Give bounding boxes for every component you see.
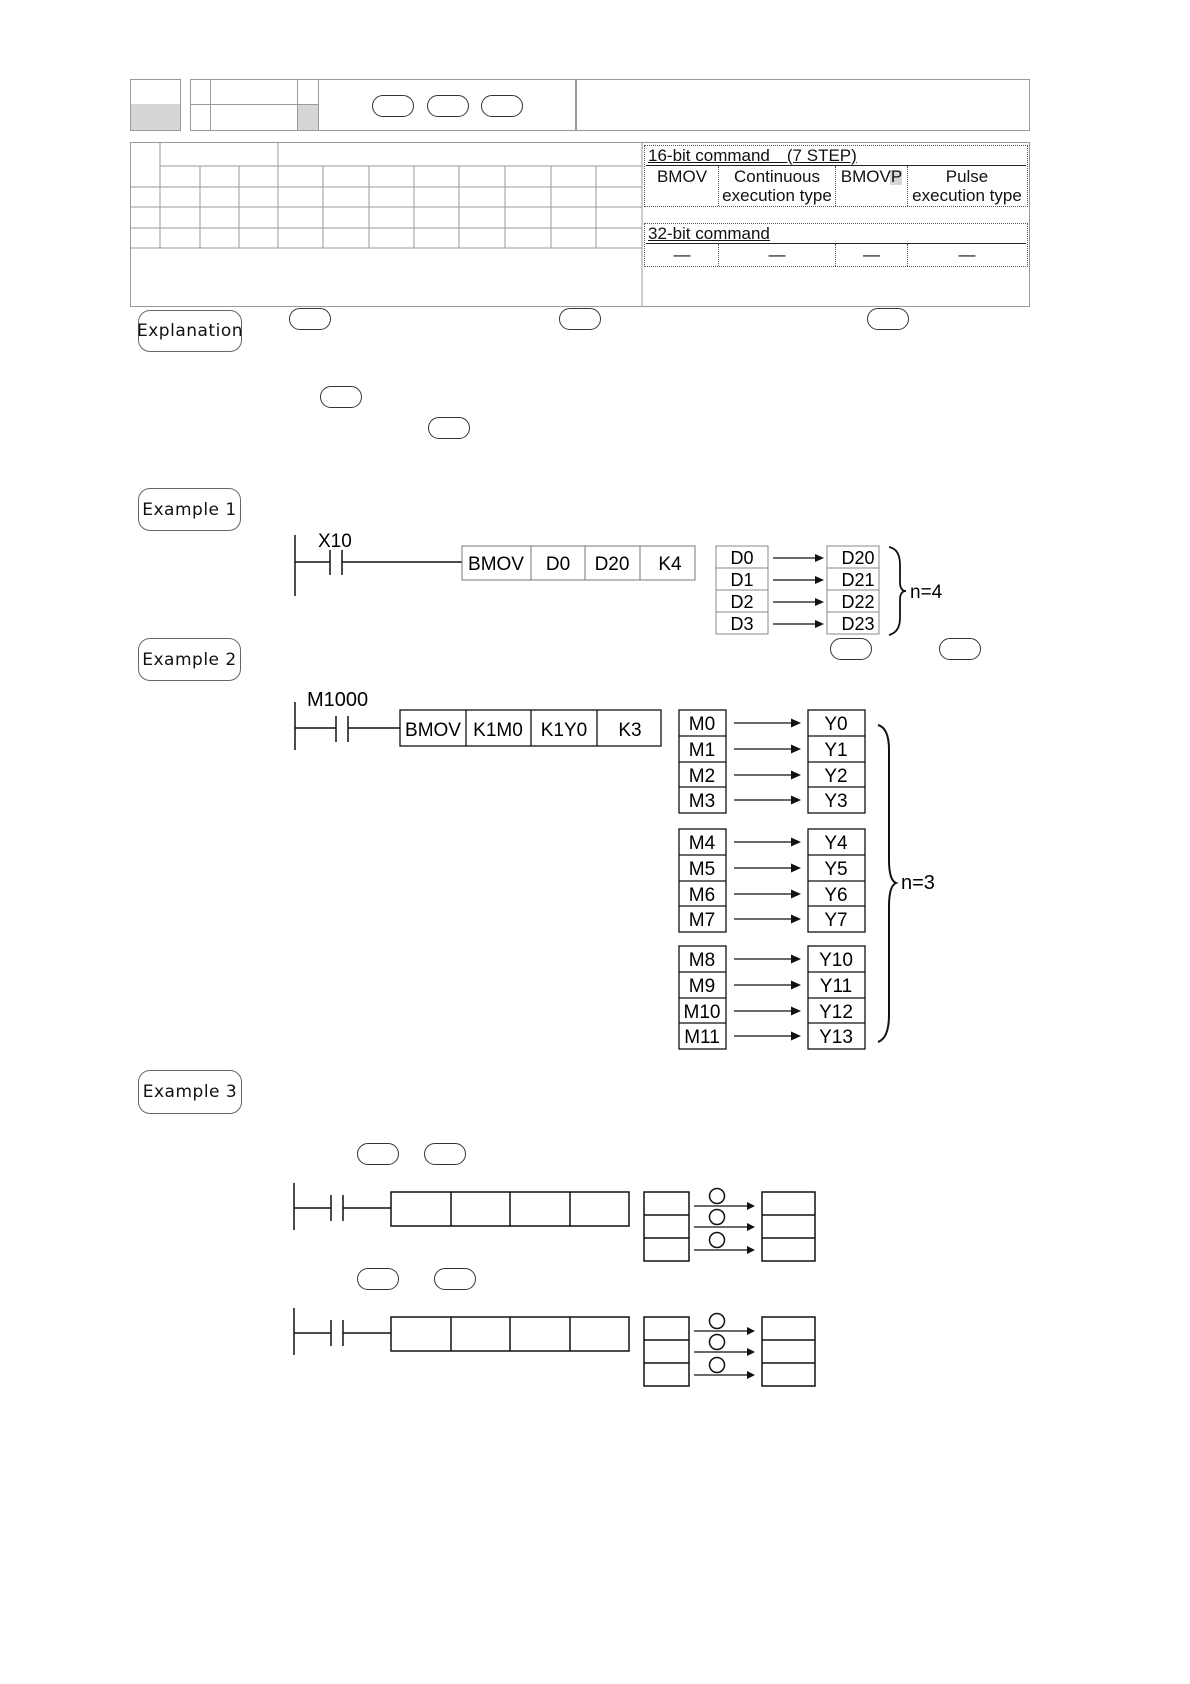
ex1-instr-0: BMOV (468, 554, 524, 575)
ex3-pill-b1 (424, 1143, 466, 1165)
expl-pill-n (867, 308, 909, 330)
ex2-instr-2: K1Y0 (540, 720, 588, 741)
example3-label: Example 3 (138, 1070, 242, 1114)
ex2-g1-dst-0: Y4 (824, 833, 848, 854)
ex1-dst-3: D23 (841, 614, 875, 634)
ex2-g2-dst-3: Y13 (819, 1027, 853, 1048)
ex2-n: n=3 (901, 872, 935, 894)
command-16bit-header: 16-bit command (7 STEP) (648, 146, 857, 165)
ex2-g0-src-2: M2 (688, 766, 716, 787)
ex2-contact: M1000 (307, 689, 369, 711)
ex1-src-0: D0 (730, 548, 754, 568)
ex2-instr-1: K1M0 (473, 720, 523, 741)
ex1-contact: X10 (318, 531, 352, 552)
ex1-instr-2: D20 (594, 554, 630, 575)
cmd32-dash-3: — (863, 245, 880, 264)
expl-pill-n3 (428, 417, 470, 439)
cmd-bmov: BMOV (656, 167, 708, 186)
ex2-g0-dst-0: Y0 (824, 714, 848, 735)
ex2-g0-src-1: M1 (688, 740, 716, 761)
command-32bit-header: 32-bit command (648, 224, 770, 243)
ex2-g0-dst-2: Y2 (824, 766, 848, 787)
example1-ladder (0, 520, 1190, 650)
ex1-src-1: D1 (730, 570, 754, 590)
cmd-continuous-1: Continuous (733, 167, 820, 186)
ex1-n: n=4 (910, 582, 943, 603)
expl-pill-d (559, 308, 601, 330)
ex2-g2-src-0: M8 (688, 950, 716, 971)
ex1-src-2: D2 (730, 592, 754, 612)
cmd-bmovp: BMOVP (840, 167, 903, 186)
expl-pill-s (289, 308, 331, 330)
ex1-dst-2: D22 (841, 592, 875, 612)
example3-ladder-2 (0, 1300, 1190, 1400)
ex2-g1-src-1: M5 (688, 859, 716, 880)
ex2-g1-dst-1: Y5 (824, 859, 848, 880)
ex2-g2-src-1: M9 (688, 976, 716, 997)
ex1-pill-b (939, 638, 981, 660)
ex1-src-3: D3 (730, 614, 754, 634)
ex2-g2-src-2: M10 (683, 1002, 721, 1023)
cmd-pulse-1: Pulse (945, 167, 989, 186)
ex2-g1-src-2: M6 (688, 885, 716, 906)
ex2-g2-dst-1: Y11 (819, 976, 853, 997)
ex2-g0-dst-3: Y3 (824, 791, 848, 812)
ex1-instr-1: D0 (545, 554, 571, 575)
cmd-pulse-2: execution type (912, 186, 1022, 205)
cmd32-dash-4: — (958, 245, 976, 264)
cmd-continuous-2: execution type (722, 186, 832, 205)
example2-ladder (0, 680, 1190, 1060)
cmd32-dash-1: — (673, 245, 691, 264)
ex2-g2-src-3: M11 (684, 1027, 720, 1048)
explanation-label: Explanation (138, 310, 242, 352)
ex1-brace (889, 547, 906, 635)
example3-ladder-1 (0, 1175, 1190, 1275)
ex2-g2-dst-2: Y12 (819, 1002, 853, 1023)
ex2-g1-src-3: M7 (688, 910, 716, 931)
ex2-instr-0: BMOV (405, 720, 461, 741)
example1-label: Example 1 (138, 488, 241, 531)
ex2-g0-dst-1: Y1 (824, 740, 848, 761)
ex2-g0-src-0: M0 (688, 714, 716, 735)
ex2-g0-src-3: M3 (688, 791, 716, 812)
ex3-pill-a1 (357, 1143, 399, 1165)
cmd32-dash-2: — (768, 245, 786, 264)
expl-pill-n2 (320, 386, 362, 408)
ex2-g1-dst-2: Y6 (824, 885, 848, 906)
ex2-g2-dst-0: Y10 (819, 950, 853, 971)
ex1-dst-0: D20 (841, 548, 875, 568)
ex1-pill-a (830, 638, 872, 660)
example2-label: Example 2 (138, 638, 241, 681)
ex2-g1-dst-3: Y7 (824, 910, 848, 931)
ex2-g1-src-0: M4 (688, 833, 716, 854)
ex2-instr-3: K3 (618, 720, 642, 741)
ex1-dst-1: D21 (841, 570, 875, 590)
ex1-instr-3: K4 (658, 554, 682, 575)
ex2-brace (878, 725, 896, 1042)
